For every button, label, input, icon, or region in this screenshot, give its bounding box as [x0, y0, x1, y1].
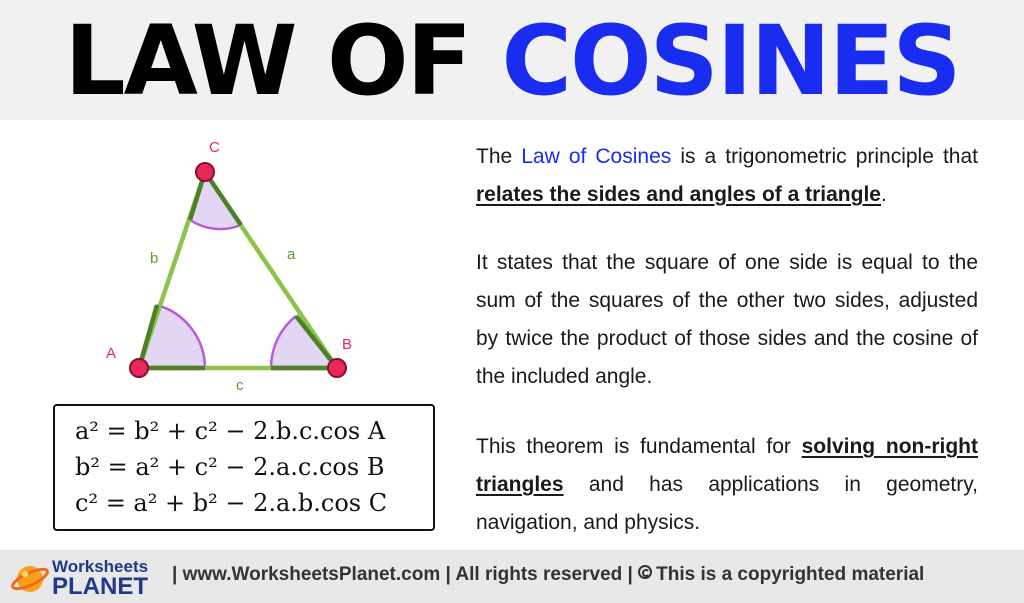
formula-box [53, 404, 435, 531]
formula-a: a² = b² + c² − 2.b.c.cos A [75, 417, 386, 445]
application-emphasis: solving non-right triangles [476, 435, 978, 496]
intro-paragraph [476, 138, 978, 214]
law-of-cosines-term: Law of Cosines [521, 145, 672, 168]
title-part2: COSINES [501, 5, 960, 117]
statement-paragraph: It states that the square of one side is equal to the sum of the squares of the other two sides, adjusted by twice the product of those sides and the cosine of the included angle. [476, 251, 978, 388]
page-title [0, 6, 1024, 116]
application-paragraph [476, 428, 978, 542]
copyright-icon [638, 565, 652, 579]
footer-bar [0, 550, 1024, 603]
application-text-1: This theorem is fundamental for [476, 435, 802, 458]
vertex-b-point [328, 359, 346, 377]
intro-emphasis: relates the sides and angles of a triangle [476, 183, 881, 206]
side-label-a: a [287, 246, 296, 263]
intro-text-1: The [476, 145, 522, 168]
side-label-b: b [150, 250, 159, 267]
header-banner [0, 0, 1024, 120]
intro-text-3: . [880, 183, 887, 206]
logo-line2: PLANET [52, 573, 148, 600]
planet-icon [10, 558, 50, 598]
side-label-c: c [236, 377, 244, 394]
footer-copyright-notice: This is a copyrighted material [656, 564, 925, 585]
intro-text-2: is a trigonometric principle that [671, 145, 978, 168]
vertex-label-c: C [209, 139, 220, 156]
worksheets-planet-logo[interactable] [10, 556, 160, 598]
vertex-a-point [130, 359, 148, 377]
formula-c: c² = a² + b² − 2.a.b.cos C [75, 489, 388, 517]
logo-text [52, 558, 148, 598]
vertex-c-point [196, 163, 214, 181]
title-part1: LAW OF [64, 5, 471, 117]
formula-b: b² = a² + c² − 2.a.c.cos B [75, 453, 385, 481]
vertex-label-b: B [342, 336, 353, 353]
application-text-2: and has applications in geometry, navigation, and physics. [476, 473, 978, 534]
footer-text [172, 564, 924, 586]
footer-site-and-rights: | www.WorksheetsPlanet.com | All rights reserved | [172, 564, 633, 585]
triangle-diagram [60, 130, 440, 400]
vertex-label-a: A [106, 345, 117, 362]
logo-line1: Worksheets [52, 557, 149, 576]
